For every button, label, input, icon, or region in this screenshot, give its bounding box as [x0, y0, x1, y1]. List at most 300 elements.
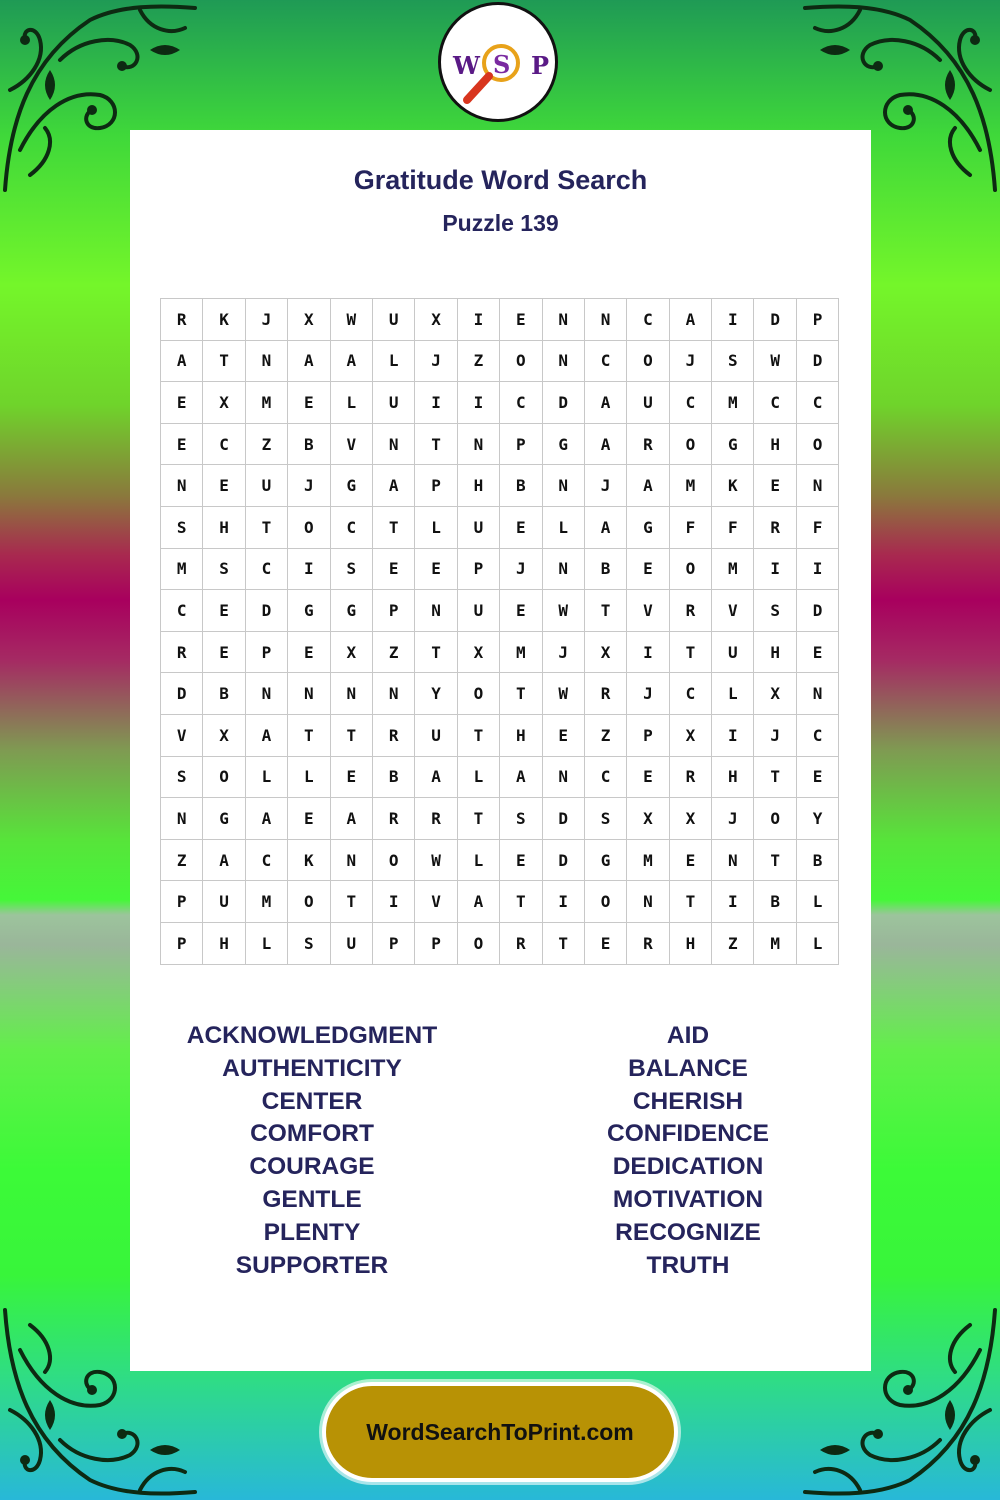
grid-cell[interactable]: N	[542, 299, 584, 341]
grid-row	[161, 382, 839, 424]
grid-cell[interactable]: T	[288, 714, 330, 756]
grid-cell[interactable]: V	[161, 714, 203, 756]
grid-cell[interactable]: M	[712, 382, 754, 424]
grid-cell[interactable]: C	[245, 548, 287, 590]
grid-cell[interactable]: P	[415, 922, 457, 964]
grid-cell[interactable]: A	[584, 382, 626, 424]
grid-cell[interactable]: X	[288, 299, 330, 341]
grid-cell[interactable]: L	[457, 839, 499, 881]
grid-cell[interactable]: T	[754, 756, 796, 798]
grid-cell[interactable]: U	[245, 465, 287, 507]
grid-cell[interactable]: I	[457, 299, 499, 341]
grid-cell[interactable]: M	[627, 839, 669, 881]
word-list-item: GENTLE	[262, 1185, 362, 1213]
grid-cell[interactable]: T	[203, 340, 245, 382]
grid-cell[interactable]: N	[796, 673, 838, 715]
grid-row	[161, 423, 839, 465]
grid-cell[interactable]: M	[669, 465, 711, 507]
grid-cell[interactable]: D	[161, 673, 203, 715]
grid-cell[interactable]: A	[627, 465, 669, 507]
grid-cell[interactable]: N	[542, 340, 584, 382]
grid-cell[interactable]: S	[161, 506, 203, 548]
grid-cell[interactable]: G	[330, 590, 372, 632]
grid-cell[interactable]: N	[415, 590, 457, 632]
word-list-item: SUPPORTER	[235, 1251, 389, 1279]
grid-cell[interactable]: X	[203, 382, 245, 424]
grid-cell[interactable]: C	[330, 506, 372, 548]
grid-row	[161, 548, 839, 590]
grid-cell[interactable]: V	[627, 590, 669, 632]
grid-cell[interactable]: R	[627, 423, 669, 465]
grid-cell[interactable]: C	[203, 423, 245, 465]
grid-cell[interactable]: C	[669, 382, 711, 424]
grid-row	[161, 506, 839, 548]
grid-cell[interactable]: N	[288, 673, 330, 715]
grid-cell[interactable]: B	[500, 465, 542, 507]
grid-cell[interactable]: P	[627, 714, 669, 756]
grid-cell[interactable]: U	[372, 299, 414, 341]
word-list-item: ACKNOWLEDGMENT	[186, 1022, 438, 1049]
grid-cell[interactable]: X	[415, 299, 457, 341]
grid-cell[interactable]: A	[372, 465, 414, 507]
word-list-item: RECOGNIZE	[615, 1218, 761, 1246]
grid-cell[interactable]: E	[288, 382, 330, 424]
grid-cell[interactable]: D	[542, 798, 584, 840]
grid-cell[interactable]: E	[288, 798, 330, 840]
word-list-item: COURAGE	[249, 1153, 375, 1181]
grid-cell[interactable]: C	[627, 299, 669, 341]
grid-cell[interactable]: N	[161, 798, 203, 840]
grid-cell[interactable]: D	[542, 839, 584, 881]
grid-cell[interactable]: O	[500, 340, 542, 382]
grid-cell[interactable]: G	[330, 465, 372, 507]
grid-cell[interactable]: A	[584, 506, 626, 548]
grid-cell[interactable]: S	[288, 922, 330, 964]
wsp-logo	[438, 2, 558, 122]
grid-cell[interactable]: R	[627, 922, 669, 964]
grid-cell[interactable]: E	[161, 382, 203, 424]
grid-cell[interactable]: Z	[457, 340, 499, 382]
grid-cell[interactable]: M	[245, 382, 287, 424]
grid-cell[interactable]: E	[500, 506, 542, 548]
grid-cell[interactable]: S	[500, 798, 542, 840]
grid-cell[interactable]: O	[372, 839, 414, 881]
grid-cell[interactable]: K	[203, 299, 245, 341]
grid-cell[interactable]: R	[161, 631, 203, 673]
grid-cell[interactable]: M	[754, 922, 796, 964]
grid-cell[interactable]: J	[669, 340, 711, 382]
grid-cell[interactable]: T	[754, 839, 796, 881]
grid-row	[161, 798, 839, 840]
grid-cell[interactable]: I	[542, 881, 584, 923]
puzzle-sheet	[130, 130, 871, 1371]
grid-cell[interactable]: I	[457, 382, 499, 424]
grid-cell[interactable]: R	[415, 798, 457, 840]
grid-cell[interactable]: J	[627, 673, 669, 715]
grid-cell[interactable]: E	[372, 548, 414, 590]
grid-cell[interactable]: D	[245, 590, 287, 632]
word-list-item: DEDICATION	[612, 1153, 764, 1181]
grid-cell[interactable]: H	[754, 631, 796, 673]
grid-cell[interactable]: T	[457, 798, 499, 840]
grid-cell[interactable]: Z	[245, 423, 287, 465]
grid-cell[interactable]: T	[457, 714, 499, 756]
grid-cell[interactable]: T	[542, 922, 584, 964]
grid-cell[interactable]: N	[796, 465, 838, 507]
grid-cell[interactable]: C	[669, 673, 711, 715]
grid-cell[interactable]: P	[245, 631, 287, 673]
grid-cell[interactable]: T	[415, 631, 457, 673]
grid-cell[interactable]: O	[627, 340, 669, 382]
grid-cell[interactable]: U	[330, 922, 372, 964]
grid-cell[interactable]: L	[712, 673, 754, 715]
grid-cell[interactable]: O	[669, 423, 711, 465]
grid-cell[interactable]: N	[372, 423, 414, 465]
grid-cell[interactable]: T	[245, 506, 287, 548]
grid-cell[interactable]: O	[288, 506, 330, 548]
grid-cell[interactable]: N	[330, 673, 372, 715]
grid-cell[interactable]: C	[500, 382, 542, 424]
grid-cell[interactable]: B	[288, 423, 330, 465]
grid-cell[interactable]: K	[288, 839, 330, 881]
grid-cell[interactable]: P	[457, 548, 499, 590]
grid-cell[interactable]: A	[245, 714, 287, 756]
grid-cell[interactable]: A	[457, 881, 499, 923]
grid-cell[interactable]: X	[203, 714, 245, 756]
grid-cell[interactable]: X	[627, 798, 669, 840]
grid-cell[interactable]: L	[245, 756, 287, 798]
grid-cell[interactable]: T	[372, 506, 414, 548]
grid-cell[interactable]: C	[584, 756, 626, 798]
grid-cell[interactable]: S	[330, 548, 372, 590]
grid-cell[interactable]: C	[796, 382, 838, 424]
grid-cell[interactable]: N	[584, 299, 626, 341]
grid-cell[interactable]: Z	[372, 631, 414, 673]
grid-cell[interactable]: E	[754, 465, 796, 507]
grid-cell[interactable]: A	[330, 798, 372, 840]
word-list-item: CHERISH	[632, 1087, 744, 1115]
grid-cell[interactable]: S	[584, 798, 626, 840]
grid-cell[interactable]: M	[712, 548, 754, 590]
grid-cell[interactable]: X	[669, 714, 711, 756]
grid-cell[interactable]: W	[542, 673, 584, 715]
grid-cell[interactable]: H	[669, 922, 711, 964]
grid-cell[interactable]: B	[796, 839, 838, 881]
grid-cell[interactable]: S	[754, 590, 796, 632]
grid-cell[interactable]: T	[330, 881, 372, 923]
grid-cell[interactable]: L	[542, 506, 584, 548]
grid-cell[interactable]: D	[754, 299, 796, 341]
grid-cell[interactable]: E	[203, 631, 245, 673]
grid-cell[interactable]: Z	[712, 922, 754, 964]
grid-cell[interactable]: E	[542, 714, 584, 756]
word-list-item: PLENTY	[263, 1218, 361, 1246]
grid-cell[interactable]: U	[627, 382, 669, 424]
grid-cell[interactable]: R	[584, 673, 626, 715]
grid-cell[interactable]: A	[669, 299, 711, 341]
grid-cell[interactable]: D	[796, 590, 838, 632]
grid-cell[interactable]: N	[161, 465, 203, 507]
grid-cell[interactable]: B	[203, 673, 245, 715]
grid-cell[interactable]: U	[372, 382, 414, 424]
grid-cell[interactable]: N	[245, 673, 287, 715]
logo-letter-s: S	[493, 50, 511, 79]
grid-row	[161, 299, 839, 341]
grid-cell[interactable]: P	[415, 465, 457, 507]
grid-row	[161, 922, 839, 964]
grid-row	[161, 839, 839, 881]
grid-cell[interactable]: N	[712, 839, 754, 881]
grid-cell[interactable]: I	[415, 382, 457, 424]
grid-cell[interactable]: T	[500, 673, 542, 715]
grid-cell[interactable]: E	[627, 548, 669, 590]
grid-cell[interactable]: L	[796, 922, 838, 964]
grid-cell[interactable]: N	[372, 673, 414, 715]
grid-cell[interactable]: F	[796, 506, 838, 548]
logo-letter-w: W	[453, 51, 480, 80]
grid-row	[161, 590, 839, 632]
grid-cell[interactable]: O	[669, 548, 711, 590]
grid-cell[interactable]: Y	[415, 673, 457, 715]
grid-cell[interactable]: E	[500, 590, 542, 632]
grid-cell[interactable]: E	[669, 839, 711, 881]
puzzle-number: Puzzle 139	[442, 210, 559, 236]
word-list-item: MOTIVATION	[612, 1185, 764, 1213]
grid-cell[interactable]: B	[372, 756, 414, 798]
grid-cell[interactable]: N	[245, 340, 287, 382]
grid-cell[interactable]: I	[372, 881, 414, 923]
grid-cell[interactable]: A	[500, 756, 542, 798]
grid-cell[interactable]: F	[669, 506, 711, 548]
grid-cell[interactable]: G	[288, 590, 330, 632]
grid-cell[interactable]: T	[584, 590, 626, 632]
grid-cell[interactable]: R	[372, 798, 414, 840]
grid-cell[interactable]: I	[712, 299, 754, 341]
grid-cell[interactable]: I	[288, 548, 330, 590]
grid-cell[interactable]: E	[415, 548, 457, 590]
grid-cell[interactable]: L	[796, 881, 838, 923]
grid-cell[interactable]: P	[500, 423, 542, 465]
grid-cell[interactable]: A	[415, 756, 457, 798]
grid-cell[interactable]: G	[627, 506, 669, 548]
word-list-item: CENTER	[261, 1087, 363, 1115]
grid-cell[interactable]: L	[330, 382, 372, 424]
grid-cell[interactable]: I	[754, 548, 796, 590]
grid-cell[interactable]: N	[542, 465, 584, 507]
grid-cell[interactable]: W	[542, 590, 584, 632]
word-list-right	[528, 1020, 848, 1282]
grid-cell[interactable]: W	[754, 340, 796, 382]
grid-cell[interactable]: H	[754, 423, 796, 465]
word-list-item: BALANCE	[628, 1054, 748, 1082]
grid-cell[interactable]: E	[161, 423, 203, 465]
grid-cell[interactable]: E	[627, 756, 669, 798]
grid-cell[interactable]: A	[330, 340, 372, 382]
grid-cell[interactable]: R	[161, 299, 203, 341]
grid-cell[interactable]: R	[500, 922, 542, 964]
grid-cell[interactable]: X	[457, 631, 499, 673]
grid-cell[interactable]: G	[712, 423, 754, 465]
grid-cell[interactable]: U	[415, 714, 457, 756]
grid-cell[interactable]: O	[584, 881, 626, 923]
grid-cell[interactable]: N	[330, 839, 372, 881]
grid-cell[interactable]: L	[245, 922, 287, 964]
grid-cell[interactable]: W	[415, 839, 457, 881]
grid-cell[interactable]: J	[584, 465, 626, 507]
grid-row	[161, 340, 839, 382]
grid-cell[interactable]: X	[669, 798, 711, 840]
grid-row	[161, 465, 839, 507]
grid-cell[interactable]: U	[457, 590, 499, 632]
grid-cell[interactable]: L	[457, 756, 499, 798]
grid-cell[interactable]: N	[542, 548, 584, 590]
grid-cell[interactable]: E	[584, 922, 626, 964]
grid-cell[interactable]: A	[245, 798, 287, 840]
grid-cell[interactable]: B	[754, 881, 796, 923]
grid-cell[interactable]: C	[584, 340, 626, 382]
word-list-left	[152, 1020, 472, 1282]
grid-cell[interactable]: R	[754, 506, 796, 548]
grid-cell[interactable]: P	[372, 922, 414, 964]
grid-cell[interactable]: H	[203, 506, 245, 548]
grid-cell[interactable]: V	[330, 423, 372, 465]
grid-cell[interactable]: R	[372, 714, 414, 756]
grid-cell[interactable]: C	[796, 714, 838, 756]
grid-cell[interactable]: J	[754, 714, 796, 756]
grid-cell[interactable]: W	[330, 299, 372, 341]
grid-cell[interactable]: H	[203, 922, 245, 964]
grid-cell[interactable]: C	[754, 382, 796, 424]
grid-cell[interactable]: X	[754, 673, 796, 715]
grid-cell[interactable]: R	[669, 756, 711, 798]
grid-cell[interactable]: V	[712, 590, 754, 632]
grid-cell[interactable]: J	[500, 548, 542, 590]
word-list-item: AID	[666, 1022, 710, 1049]
grid-cell[interactable]: O	[288, 881, 330, 923]
letter-grid	[160, 298, 839, 965]
grid-cell[interactable]: L	[288, 756, 330, 798]
grid-cell[interactable]: F	[712, 506, 754, 548]
grid-cell[interactable]: A	[161, 340, 203, 382]
grid-cell[interactable]: E	[500, 299, 542, 341]
word-list-item: TRUTH	[646, 1251, 730, 1279]
grid-cell[interactable]: I	[712, 714, 754, 756]
grid-cell[interactable]: I	[627, 631, 669, 673]
grid-cell[interactable]: M	[500, 631, 542, 673]
grid-cell[interactable]: A	[584, 423, 626, 465]
grid-cell[interactable]: E	[500, 839, 542, 881]
grid-cell[interactable]: H	[712, 756, 754, 798]
grid-cell[interactable]: E	[203, 465, 245, 507]
grid-cell[interactable]: X	[584, 631, 626, 673]
grid-cell[interactable]: L	[415, 506, 457, 548]
grid-row	[161, 673, 839, 715]
grid-cell[interactable]: H	[457, 465, 499, 507]
grid-cell[interactable]: U	[457, 506, 499, 548]
grid-cell[interactable]: E	[796, 631, 838, 673]
grid-cell[interactable]: O	[754, 798, 796, 840]
grid-cell[interactable]: J	[415, 340, 457, 382]
grid-cell[interactable]: E	[330, 756, 372, 798]
grid-cell[interactable]: T	[500, 881, 542, 923]
grid-cell[interactable]: S	[161, 756, 203, 798]
grid-cell[interactable]: B	[584, 548, 626, 590]
grid-cell[interactable]: P	[796, 299, 838, 341]
logo-letter-p: P	[531, 51, 550, 80]
grid-cell[interactable]: C	[245, 839, 287, 881]
grid-cell[interactable]: Z	[161, 839, 203, 881]
grid-cell[interactable]: X	[330, 631, 372, 673]
grid-cell[interactable]: D	[542, 382, 584, 424]
grid-cell[interactable]: J	[288, 465, 330, 507]
grid-cell[interactable]: T	[669, 631, 711, 673]
grid-cell[interactable]: U	[712, 631, 754, 673]
grid-cell[interactable]: M	[245, 881, 287, 923]
grid-cell[interactable]: K	[712, 465, 754, 507]
grid-cell[interactable]: C	[161, 590, 203, 632]
grid-cell[interactable]: D	[796, 340, 838, 382]
grid-cell[interactable]: L	[372, 340, 414, 382]
grid-cell[interactable]: T	[330, 714, 372, 756]
grid-cell[interactable]: O	[203, 756, 245, 798]
grid-cell[interactable]: N	[457, 423, 499, 465]
grid-cell[interactable]: E	[203, 590, 245, 632]
grid-cell[interactable]: N	[627, 881, 669, 923]
grid-cell[interactable]: I	[712, 881, 754, 923]
grid-cell[interactable]: Z	[584, 714, 626, 756]
grid-row	[161, 714, 839, 756]
grid-cell[interactable]: A	[203, 839, 245, 881]
grid-cell[interactable]: R	[669, 590, 711, 632]
site-link-badge[interactable]	[322, 1382, 678, 1482]
grid-cell[interactable]: J	[712, 798, 754, 840]
grid-cell[interactable]: J	[542, 631, 584, 673]
word-list-item: AUTHENTICITY	[222, 1054, 402, 1082]
grid-cell[interactable]: E	[288, 631, 330, 673]
site-link-text: WordSearchToPrint.com	[366, 1419, 634, 1445]
grid-cell[interactable]: O	[796, 423, 838, 465]
grid-cell[interactable]: P	[161, 881, 203, 923]
word-list-item: CONFIDENCE	[607, 1120, 769, 1148]
grid-row	[161, 881, 839, 923]
grid-cell[interactable]: V	[415, 881, 457, 923]
grid-cell[interactable]: M	[161, 548, 203, 590]
grid-cell[interactable]: P	[372, 590, 414, 632]
grid-cell[interactable]: G	[542, 423, 584, 465]
grid-cell[interactable]: S	[712, 340, 754, 382]
grid-cell[interactable]: T	[669, 881, 711, 923]
grid-cell[interactable]: I	[796, 548, 838, 590]
grid-cell[interactable]: Y	[796, 798, 838, 840]
grid-cell[interactable]: U	[203, 881, 245, 923]
word-list-item: COMFORT	[250, 1120, 374, 1148]
grid-row	[161, 631, 839, 673]
grid-cell[interactable]: A	[288, 340, 330, 382]
grid-cell[interactable]: N	[542, 756, 584, 798]
page-title: Gratitude Word Search	[353, 165, 648, 195]
grid-cell[interactable]: O	[457, 922, 499, 964]
grid-row	[161, 756, 839, 798]
grid-cell[interactable]: E	[796, 756, 838, 798]
grid-cell[interactable]: J	[245, 299, 287, 341]
grid-cell[interactable]: P	[161, 922, 203, 964]
grid-cell[interactable]: G	[584, 839, 626, 881]
grid-cell[interactable]: O	[457, 673, 499, 715]
grid-cell[interactable]: S	[203, 548, 245, 590]
grid-cell[interactable]: H	[500, 714, 542, 756]
grid-cell[interactable]: T	[415, 423, 457, 465]
grid-cell[interactable]: G	[203, 798, 245, 840]
